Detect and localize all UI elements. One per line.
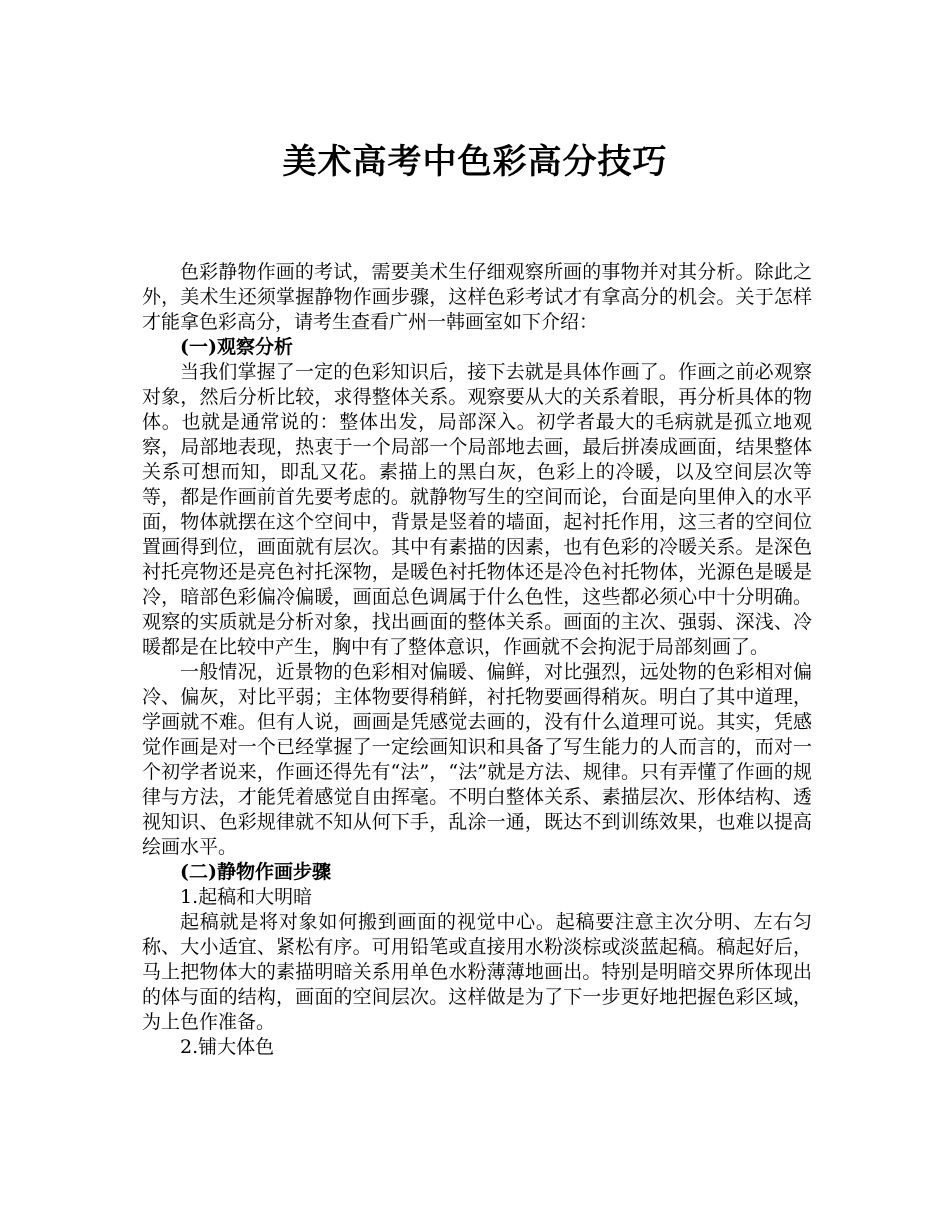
step-2-title: 2.铺大体色 <box>180 1036 275 1058</box>
observation-paragraph-2: 一般情况，近景物的色彩相对偏暖、偏鲜，对比强烈，远处物的色彩相对偏冷、偏灰，对比平弱；主体物要得稍鲜，衬托物要画得稍灰。明白了其中道理，学画就不难。但有人说，画画是凭感觉去画的，没有什么道理可说。其实，凭感觉作画是对一个已经掌握了一定绘画知识和具备了写生能力的人而言的，而对一个初学者说来，作画还得先有“法”，“法”就是方法、规律。只有弄懂了作画的规律与方法，才能凭着感觉自由挥毫。不明白整体关系、素描层次、形体结构、透视知识、色彩规律就不知从何下手，乱涂一通，既达不到训练效果，也难以提高绘画水平。 <box>142 661 812 858</box>
step-1-title: 1.起稿和大明暗 <box>180 886 313 908</box>
document-body <box>142 260 812 1060</box>
step-1-paragraph: 起稿就是将对象如何搬到画面的视觉中心。起稿要注意主次分明、左右匀称、大小适宜、紧松有序。可用铅笔或直接用水粉淡棕或淡蓝起稿。稿起好后，马上把物体大的素描明暗关系用单色水粉薄薄地画出。特别是明暗交界所体现出的体与面的结构，画面的空间层次。这样做是为了下一步更好地把握色彩区域，为上色作准备。 <box>142 911 812 1033</box>
intro-paragraph: 色彩静物作画的考试，需要美术生仔细观察所画的事物并对其分析。除此之外，美术生还须掌握静物作画步骤，这样色彩考试才有拿高分的机会。关于怎样才能拿色彩高分，请考生查看广州一韩画室如下介绍： <box>142 261 812 333</box>
section-heading-steps: (二)静物作画步骤 <box>180 861 331 883</box>
page-title: 美术高考中色彩高分技巧 <box>282 142 668 182</box>
section-heading-observation: (一)观察分析 <box>180 336 293 358</box>
observation-paragraph-1: 当我们掌握了一定的色彩知识后，接下去就是具体作画了。作画之前必观察对象，然后分析比较，求得整体关系。观察要从大的关系着眼，再分析具体的物体。也就是通常说的：整体出发，局部深入。初学者最大的毛病就是孤立地观察，局部地表现，热衷于一个局部一个局部地去画，最后拼凑成画面，结果整体关系可想而知，即乱又花。素描上的黑白灰，色彩上的冷暖，以及空间层次等等，都是作画前首先要考虑的。就静物写生的空间而论，台面是向里伸入的水平面，物体就摆在这个空间中，背景是竖着的墙面，起衬托作用，这三者的空间位置画得到位，画面就有层次。其中有素描的因素，也有色彩的冷暖关系。是深色衬托亮物还是亮色衬托深物，是暖色衬托物体还是冷色衬托物体，光源色是暖是冷，暗部色彩偏冷偏暖，画面总色调属于什么色性，这些都必须心中十分明确。观察的实质就是分析对象，找出画面的整体关系。画面的主次、强弱、深浅、冷暖都是在比较中产生，胸中有了整体意识，作画就不会拘泥于局部刻画了。 <box>142 361 812 658</box>
